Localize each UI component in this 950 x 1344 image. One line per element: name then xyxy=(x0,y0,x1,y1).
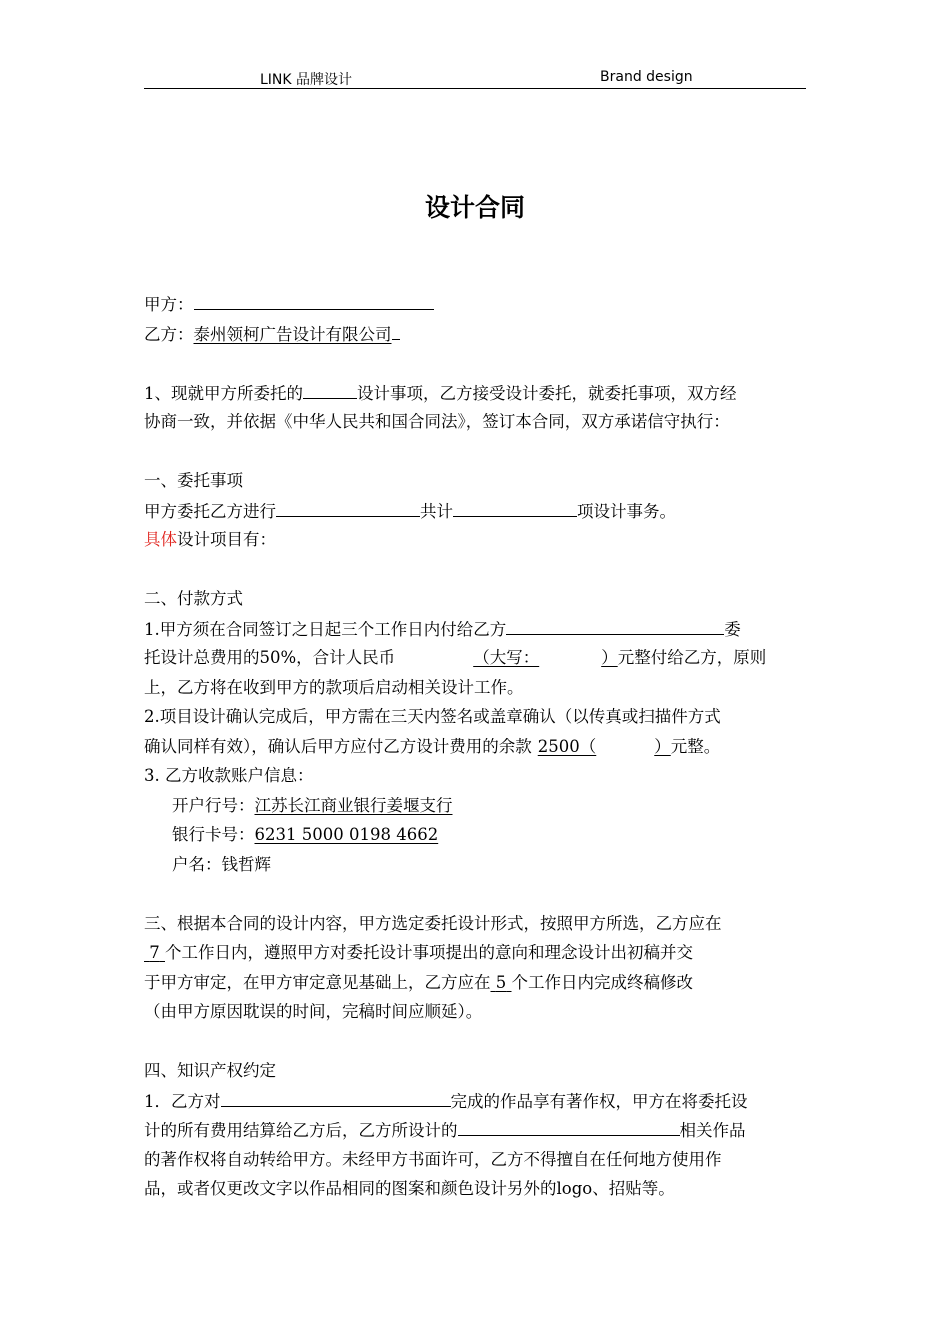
account-info-heading: 3. 乙方收款账户信息： xyxy=(144,766,314,785)
balance-amount xyxy=(532,737,671,756)
design-item-blank xyxy=(276,496,420,517)
section4-text: 完成的作品享有著作权，甲方在将委托设 xyxy=(450,1091,748,1111)
card-label: 银行卡号： xyxy=(172,825,255,844)
section4-text: 相关作品 xyxy=(679,1121,746,1140)
section1-text: 设计项目有： xyxy=(177,530,276,549)
document-title: 设计合同 xyxy=(424,193,525,222)
payment-text: 元整付给乙方，原则 xyxy=(617,648,767,667)
section1-heading: 一、委托事项 xyxy=(144,471,243,490)
section3-line-3 xyxy=(144,968,808,998)
section4-line-4: 品，或者仅更改文字以作品相同的图案和颜色设计另外的logo、招贴等。 xyxy=(144,1179,675,1198)
account-name-line xyxy=(144,850,808,880)
payment-line-3: 上，乙方将在收到甲方的款项后启动相关设计工作。 xyxy=(144,677,524,697)
payment-line-1 xyxy=(144,614,808,644)
bank-label: 开户行号： xyxy=(172,795,255,815)
section1-line-2 xyxy=(144,525,808,555)
final-days-value: 5 xyxy=(495,972,507,992)
draft-days xyxy=(144,943,165,962)
project-blank xyxy=(303,378,357,399)
party-b-label: 乙方： xyxy=(144,324,194,344)
capital-amount-label: （大写： xyxy=(473,648,540,667)
payment-text: 托设计总费用的50%，合计人民币 xyxy=(144,648,396,667)
party-b-underline-tail xyxy=(392,319,400,340)
page-header xyxy=(144,66,806,89)
section1-line-1 xyxy=(144,496,808,526)
payment-line-4: 2.项目设计确认完成后，甲方需在三天内签名或盖章确认（以传真或扫描件方式 xyxy=(144,707,721,726)
account-name-label: 户名： xyxy=(172,854,222,874)
section4-heading: 四、知识产权约定 xyxy=(144,1061,276,1080)
section3-line-1: 三、根据本合同的设计内容，甲方选定委托设计形式，按照甲方所选，乙方应在 xyxy=(144,913,722,933)
card-line xyxy=(144,820,808,850)
card-value: 6231 5000 0198 4662 xyxy=(254,825,439,844)
section4-line-2 xyxy=(144,1115,808,1145)
balance-value: 2500（ xyxy=(537,736,597,756)
party-b-value: 泰州领柯广告设计有限公司 xyxy=(193,324,392,344)
capital-amount-close: ） xyxy=(601,648,618,667)
section3-text: 个工作日内，遵照甲方对委托设计事项提出的意向和理念设计出初稿并交 xyxy=(165,943,693,962)
payment-line-2 xyxy=(144,643,808,673)
balance-close: ） xyxy=(654,736,671,756)
account-name-value: 钱哲辉 xyxy=(221,854,271,874)
section4-text: 计的所有费用结算给乙方后，乙方所设计的 xyxy=(144,1121,458,1140)
payment-text: 1.甲方须在合同签订之日起三个工作日内付给乙方 xyxy=(144,619,507,639)
payment-text: 委 xyxy=(724,619,741,639)
highlight-text: 具体 xyxy=(144,530,177,549)
bank-value: 江苏长江商业银行姜堰支行 xyxy=(254,795,453,815)
draft-days-value: 7 xyxy=(149,943,160,962)
section2-heading: 二、付款方式 xyxy=(144,589,243,608)
section1-text: 共计 xyxy=(420,501,453,521)
section4-text: 1．乙方对 xyxy=(144,1091,221,1111)
party-a-label: 甲方： xyxy=(144,295,194,314)
party-a-line xyxy=(144,289,808,319)
intro-line-2: 协商一致，并依据《中华人民共和国合同法》，签订本合同，双方承诺信守执行： xyxy=(144,412,730,431)
section3-line-4: （由甲方原因耽误的时间，完稿时间应顺延）。 xyxy=(144,1002,483,1021)
item-count-blank xyxy=(453,496,577,517)
section1-text: 甲方委托乙方进行 xyxy=(144,501,276,521)
deposit-amount xyxy=(395,648,618,667)
party-a-blank xyxy=(194,289,434,310)
party-b-line xyxy=(144,319,808,349)
contract-body xyxy=(144,289,808,1204)
intro-text: 1、现就甲方所委托的 xyxy=(144,383,303,403)
final-days xyxy=(491,973,512,992)
header-brand-left: LINK 品牌设计 xyxy=(260,72,353,88)
payment-text: 元整。 xyxy=(670,736,721,756)
payment-text: 确认同样有效），确认后甲方应付乙方设计费用的余款 xyxy=(144,736,532,756)
work-blank xyxy=(221,1086,451,1107)
section1-text: 项设计事务。 xyxy=(577,501,676,521)
section3-line-2 xyxy=(144,938,808,968)
section3-text: 于甲方审定，在甲方审定意见基础上，乙方应在 xyxy=(144,972,491,992)
design-blank xyxy=(458,1115,680,1136)
intro-line-1 xyxy=(144,378,808,408)
payment-line-5 xyxy=(144,732,808,762)
payment-blank xyxy=(506,614,724,635)
section4-line-3: 的著作权将自动转给甲方。未经甲方书面许可，乙方不得擅自在任何地方使用作 xyxy=(144,1149,722,1169)
section3-text: 个工作日内完成终稿修改 xyxy=(511,972,693,992)
bank-line xyxy=(144,791,808,821)
header-brand-right: Brand design xyxy=(600,69,693,85)
section4-line-1 xyxy=(144,1086,808,1116)
intro-text: 设计事项，乙方接受设计委托，就委托事项，双方经 xyxy=(357,383,737,403)
